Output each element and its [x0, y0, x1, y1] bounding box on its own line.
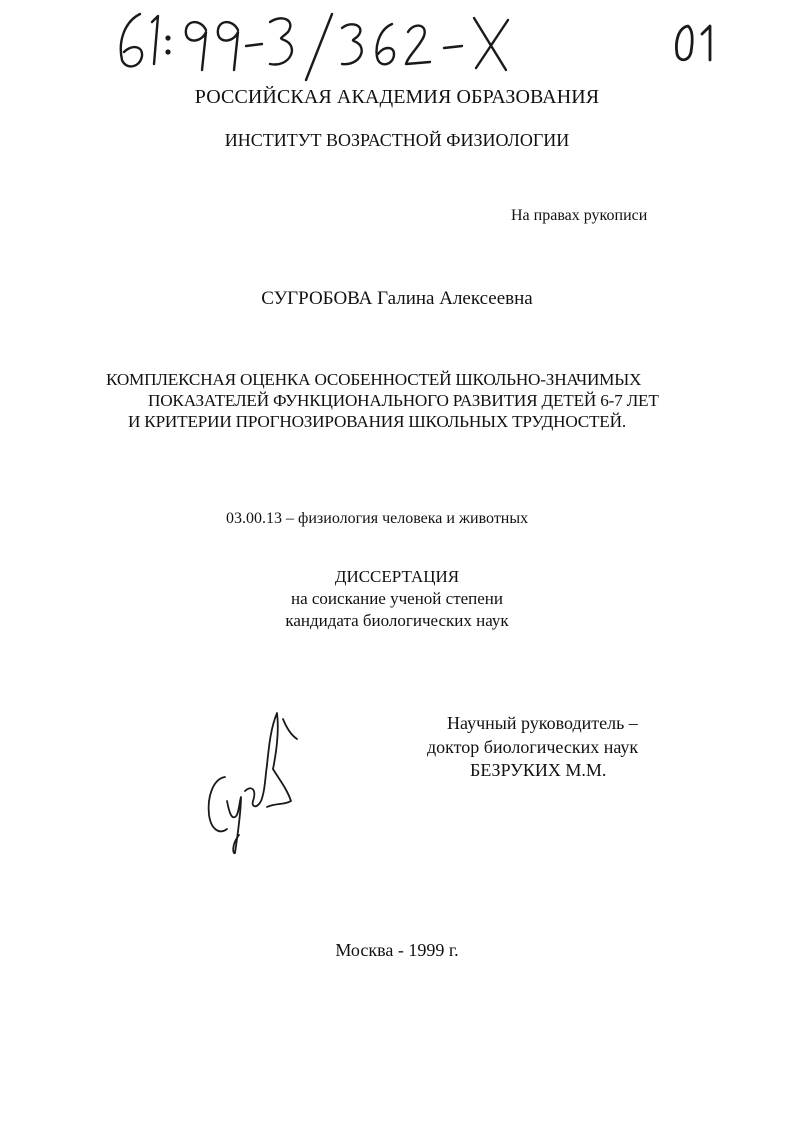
- place-and-year: Москва - 1999 г.: [335, 940, 459, 960]
- supervisor-name: БЕЗРУКИХ М.М.: [470, 760, 607, 780]
- specialty-code: 03.00.13 – физиология человека и животных: [226, 510, 529, 527]
- manuscript-rights-label: На правах рукописи: [511, 207, 648, 224]
- dissertation-title-line: И КРИТЕРИИ ПРОГНОЗИРОВАНИЯ ШКОЛЬНЫХ ТРУДНОСТЕЙ.: [128, 412, 626, 431]
- author-name: СУГРОБОВА Галина Алексеевна: [261, 288, 533, 309]
- institute-title: ИНСТИТУТ ВОЗРАСТНОЙ ФИЗИОЛОГИИ: [224, 130, 570, 150]
- degree-name: кандидата биологических наук: [285, 611, 509, 630]
- handwritten-number: [672, 22, 722, 64]
- organization-title: РОССИЙСКАЯ АКАДЕМИЯ ОБРАЗОВАНИЯ: [194, 86, 600, 108]
- supervisor-degree: доктор биологических наук: [427, 737, 639, 757]
- dissertation-type: ДИССЕРТАЦИЯ: [334, 567, 460, 586]
- degree-purpose: на соискание ученой степени: [290, 589, 504, 608]
- dissertation-title-line: КОМПЛЕКСНАЯ ОЦЕНКА ОСОБЕННОСТЕЙ ШКОЛЬНО-ЗНАЧИМЫХ: [106, 370, 642, 389]
- author-signature: [195, 705, 300, 860]
- dissertation-title-line: ПОКАЗАТЕЛЕЙ ФУНКЦИОНАЛЬНОГО РАЗВИТИЯ ДЕТЕЙ 6-7 ЛЕТ: [148, 391, 659, 410]
- supervisor-label: Научный руководитель –: [447, 713, 638, 733]
- handwritten-archive-code: [110, 8, 540, 86]
